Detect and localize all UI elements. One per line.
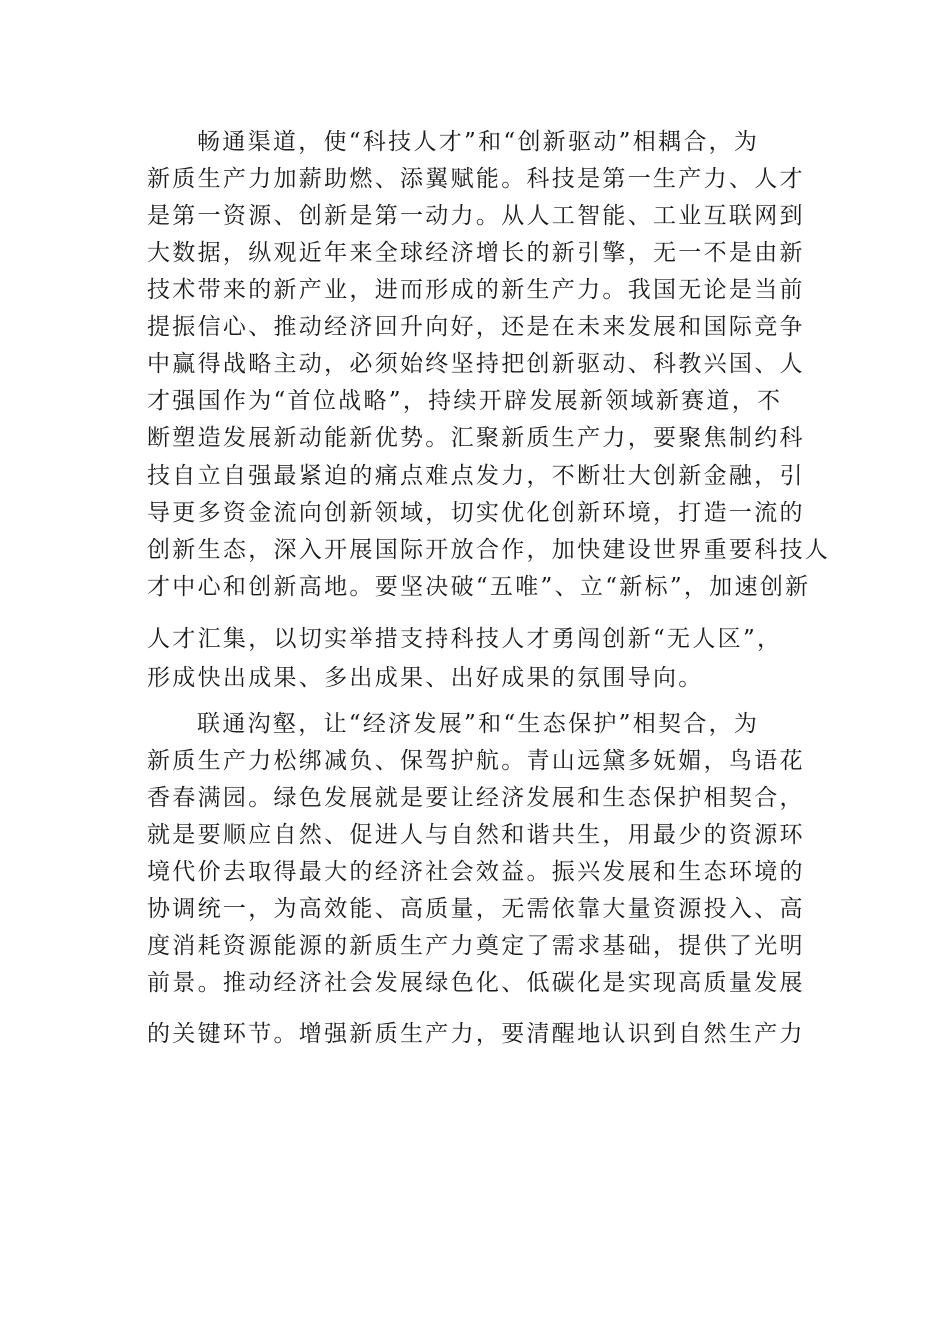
paragraph-1-line-11: 导更多资金流向创新领域，切实优化创新环境，打造一流的 (147, 500, 805, 526)
paragraph-2-line-8: 前景。推动经济社会发展绿色化、低碳化是实现高质量发展 (147, 970, 805, 996)
paragraph-1-line-9: 断塑造发展新动能新优势。汇聚新质生产力，要聚焦制约科 (147, 425, 805, 451)
paragraph-1-line-15: 形成快出成果、多出成果、出好成果的氛围导向。 (147, 665, 704, 691)
paragraph-1-line-14: 人才汇集，以切实举措支持科技人才勇闯创新“无人区”， (147, 626, 783, 652)
paragraph-1-line-10: 技自立自强最紧迫的痛点难点发力，不断壮大创新金融，引 (147, 463, 805, 489)
paragraph-2-line-7: 度消耗资源能源的新质生产力奠定了需求基础，提供了光明 (147, 933, 805, 959)
paragraph-1-line-8: 才强国作为“首位战略”，持续开辟发展新领域新赛道，不 (147, 388, 783, 414)
paragraph-2-line-9: 的关键环节。增强新质生产力，要清醒地认识到自然生产力 (147, 1021, 805, 1047)
paragraph-2-line-6: 协调统一，为高效能、高质量，无需依靠大量资源投入、高 (147, 896, 805, 922)
paragraph-1-line-6: 提振信心、推动经济回升向好，还是在未来发展和国际竞争 (147, 314, 805, 340)
paragraph-2-line-1: 联通沟壑，让“经济发展”和“生态保护”相契合，为 (197, 711, 760, 737)
paragraph-1-line-12: 创新生态，深入开展国际开放合作，加快建设世界重要科技人 (147, 537, 831, 563)
paragraph-1-line-2: 新质生产力加薪助燃、添翼赋能。科技是第一生产力、人才 (147, 166, 805, 192)
paragraph-2-line-2: 新质生产力松绑减负、保驾护航。青山远黛多妩媚，鸟语花 (147, 748, 805, 774)
paragraph-1-line-13: 才中心和创新高地。要坚决破“五唯”、立“新标”，加速创新 (147, 574, 811, 600)
paragraph-2-line-5: 境代价去取得最大的经济社会效益。振兴发展和生态环境的 (147, 859, 805, 885)
paragraph-2-line-3: 香春满园。绿色发展就是要让经济发展和生态保护相契合， (147, 785, 805, 811)
paragraph-1-line-7: 中赢得战略主动，必须始终坚持把创新驱动、科教兴国、人 (147, 351, 805, 377)
paragraph-1-line-5: 技术带来的新产业，进而形成的新生产力。我国无论是当前 (147, 277, 805, 303)
paragraph-1-line-1: 畅通渠道，使“科技人才”和“创新驱动”相耦合，为 (197, 129, 760, 155)
paragraph-2-line-4: 就是要顺应自然、促进人与自然和谐共生，用最少的资源环 (147, 822, 805, 848)
paragraph-1-line-4: 大数据，纵观近年来全球经济增长的新引擎，无一不是由新 (147, 240, 805, 266)
paragraph-1-line-3: 是第一资源、创新是第一动力。从人工智能、工业互联网到 (147, 203, 805, 229)
